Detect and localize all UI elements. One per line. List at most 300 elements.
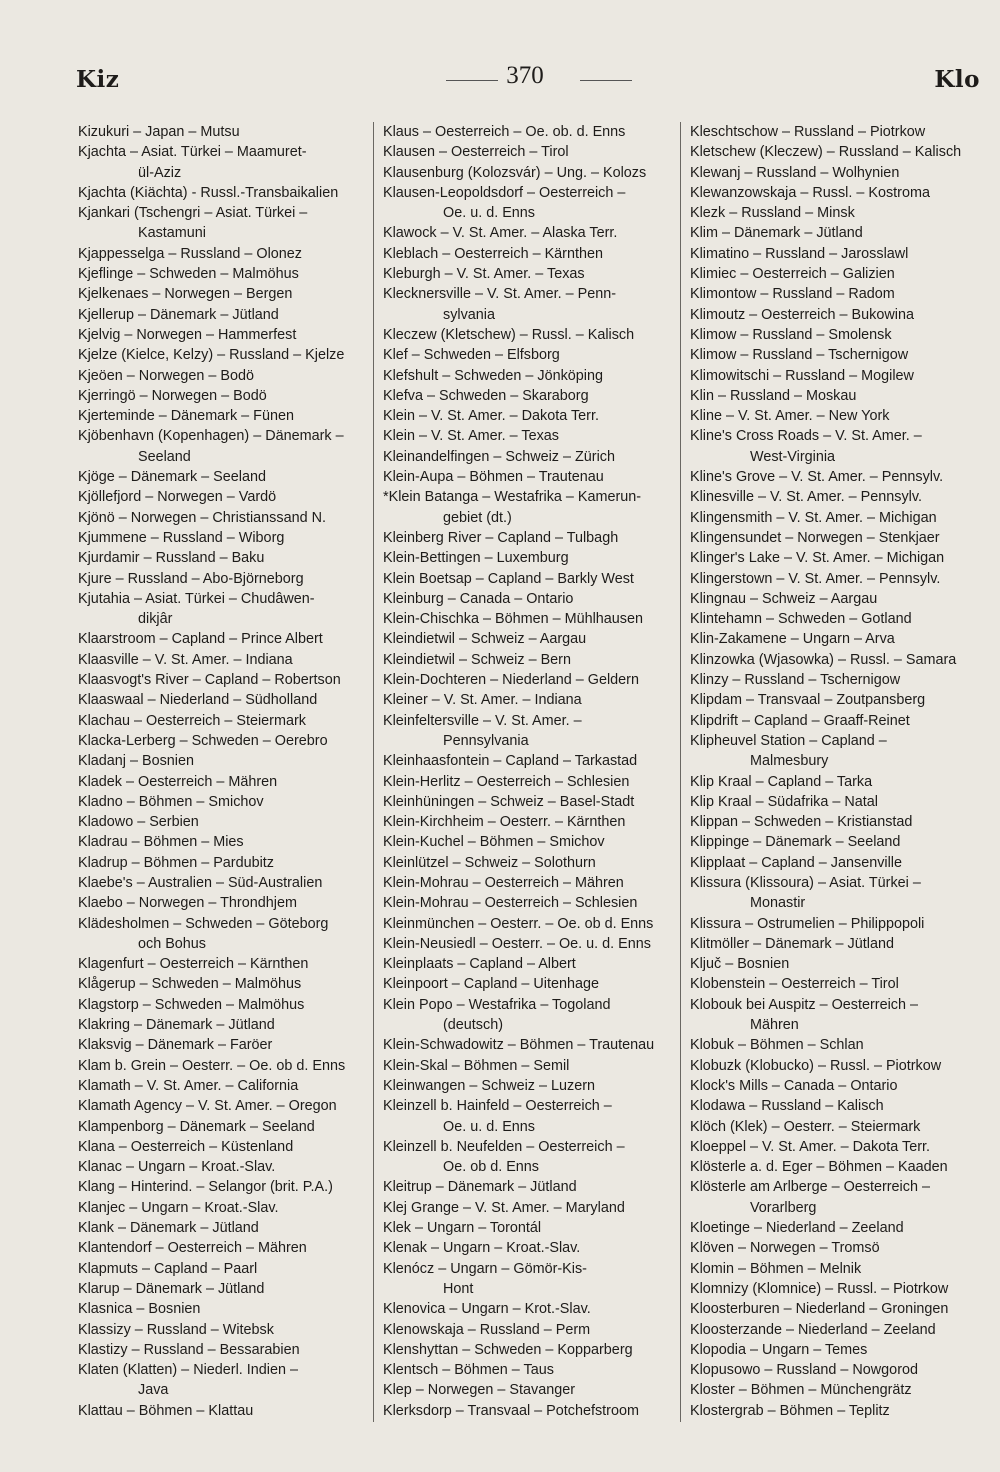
- entry-text: Kleinzell b. Neufelden – Oesterreich –: [383, 1138, 625, 1155]
- gazetteer-entry: [78, 751, 380, 771]
- gazetteer-entry: [78, 366, 380, 386]
- entry-text: Klentsch – Böhmen – Taus: [383, 1362, 554, 1379]
- gazetteer-entry: [78, 1056, 380, 1076]
- entry-text: Kleinberg River – Capland – Tulbagh: [383, 529, 619, 546]
- gazetteer-entry: [383, 1238, 685, 1258]
- entry-text: Klerksdorp – Transvaal – Potchefstroom: [383, 1402, 639, 1419]
- entry-text: Kjöge – Dänemark – Seeland: [78, 469, 266, 486]
- gazetteer-entry: [690, 629, 980, 649]
- entry-text: Kjöllefjord – Norwegen – Vardö: [78, 489, 277, 506]
- gazetteer-entry: [690, 792, 980, 812]
- gazetteer-entry: [690, 406, 980, 426]
- gazetteer-entry: [690, 366, 980, 386]
- gazetteer-entry: [383, 264, 685, 284]
- entry-text: Kleinpoort – Capland – Uitenhage: [383, 976, 600, 993]
- entry-text: Klein Boetsap – Capland – Barkly West: [383, 570, 634, 587]
- entry-text: Ključ – Bosnien: [690, 956, 790, 973]
- entry-text: Klana – Oesterreich – Küstenland: [78, 1138, 294, 1155]
- entry-text: Kline's Cross Roads – V. St. Amer. –: [690, 428, 922, 445]
- gazetteer-entry: [78, 1360, 380, 1401]
- entry-text: Klein – V. St. Amer. – Dakota Terr.: [383, 408, 599, 425]
- gazetteer-entry: [690, 873, 980, 914]
- entry-text: Klampenborg – Dänemark – Seeland: [78, 1118, 315, 1135]
- entry-text: Klein-Skal – Böhmen – Semil: [383, 1057, 570, 1074]
- entry-text: Kleinwangen – Schweiz – Luzern: [383, 1077, 595, 1094]
- entry-continuation: West-Virginia: [750, 448, 836, 465]
- entry-continuation: Malmesbury: [750, 753, 829, 770]
- entry-text: Klock's Mills – Canada – Ontario: [690, 1077, 898, 1094]
- entry-text: Klobuzk (Klobucko) – Russl. – Piotrkow: [690, 1057, 942, 1074]
- entry-text: Klawock – V. St. Amer. – Alaska Terr.: [383, 225, 618, 242]
- entry-text: Klewanj – Russland – Wolhynien: [690, 164, 900, 181]
- entry-text: Klein-Chischka – Böhmen – Mühlhausen: [383, 611, 643, 628]
- entry-text: Klep – Norwegen – Stavanger: [383, 1382, 575, 1399]
- gazetteer-entry: [383, 426, 685, 446]
- gazetteer-entry: [78, 1218, 380, 1238]
- gazetteer-entry: [690, 934, 980, 954]
- gazetteer-entry: [383, 853, 685, 873]
- gazetteer-entry: [383, 1259, 685, 1300]
- entry-continuation: Kastamuni: [138, 225, 206, 242]
- entry-text: Klostergrab – Böhmen – Teplitz: [690, 1402, 890, 1419]
- entry-text: Klein-Kirchheim – Oesterr. – Kärnthen: [383, 814, 626, 831]
- entry-continuation: Mähren: [750, 1017, 799, 1034]
- entry-text: Klaarstroom – Capland – Prince Albert: [78, 631, 323, 648]
- entry-text: Kjure – Russland – Abo-Björneborg: [78, 570, 304, 587]
- gazetteer-entry: [690, 690, 980, 710]
- entry-text: Klimow – Russland – Tschernigow: [690, 347, 909, 364]
- gazetteer-entry: [690, 183, 980, 203]
- gazetteer-entry: [690, 1238, 980, 1258]
- gazetteer-entry: [690, 1076, 980, 1096]
- gazetteer-entry: [78, 974, 380, 994]
- column-divider-2: [680, 122, 681, 1422]
- entry-continuation: Oe. u. d. Enns: [443, 1118, 535, 1135]
- entry-text: Klipdam – Transvaal – Zoutpansberg: [690, 692, 926, 709]
- entry-text: Kleinhüningen – Schweiz – Basel-Stadt: [383, 793, 635, 810]
- entry-text: Kjummene – Russland – Wiborg: [78, 529, 285, 546]
- gazetteer-entry: [78, 1279, 380, 1299]
- entry-text: Kletschew (Kleczew) – Russland – Kalisch: [690, 144, 962, 161]
- entry-text: Klösterle a. d. Eger – Böhmen – Kaaden: [690, 1159, 948, 1176]
- gazetteer-entry: [78, 203, 380, 244]
- entry-text: Klamath Agency – V. St. Amer. – Oregon: [78, 1098, 337, 1115]
- entry-text: Kloetinge – Niederland – Zeeland: [690, 1220, 904, 1237]
- gazetteer-entry: [690, 548, 980, 568]
- entry-text: Klein-Herlitz – Oesterreich – Schlesien: [383, 773, 630, 790]
- entry-text: Klaaswaal – Niederland – Südholland: [78, 692, 318, 709]
- gazetteer-entry: [383, 223, 685, 243]
- gazetteer-entry: [78, 406, 380, 426]
- gazetteer-entry: [690, 203, 980, 223]
- entry-text: Klimontow – Russland – Radom: [690, 286, 895, 303]
- gazetteer-entry: [383, 1035, 685, 1055]
- entry-text: Klecknersville – V. St. Amer. – Penn-: [383, 286, 617, 303]
- entry-column-1: [78, 122, 380, 1421]
- gazetteer-entry: [690, 426, 980, 467]
- header-rule-right: [580, 80, 632, 81]
- entry-text: Kladrup – Böhmen – Pardubitz: [78, 854, 274, 871]
- entry-text: Klip Kraal – Südafrika – Natal: [690, 793, 878, 810]
- gazetteer-entry: [690, 305, 980, 325]
- entry-text: Kleinhaasfontein – Capland – Tarkastad: [383, 753, 638, 770]
- gazetteer-entry: [383, 914, 685, 934]
- gazetteer-entry: [78, 244, 380, 264]
- entry-text: Klomin – Böhmen – Melnik: [690, 1260, 862, 1277]
- gazetteer-entry: [690, 1157, 980, 1177]
- entry-text: Klimow – Russland – Smolensk: [690, 326, 892, 343]
- gazetteer-entry: [690, 122, 980, 142]
- gazetteer-entry: [383, 569, 685, 589]
- gazetteer-entry: [690, 1401, 980, 1421]
- gazetteer-entry: [690, 995, 980, 1036]
- gazetteer-entry: [383, 772, 685, 792]
- entry-continuation: Oe. u. d. Enns: [443, 205, 535, 222]
- entry-text: Kloeppel – V. St. Amer. – Dakota Terr.: [690, 1138, 930, 1155]
- gazetteer-entry: [78, 1015, 380, 1035]
- gazetteer-entry: [383, 447, 685, 467]
- gazetteer-entry: [383, 548, 685, 568]
- entry-text: Klam b. Grein – Oesterr. – Oe. ob d. Enns: [78, 1057, 346, 1074]
- entry-text: Klippan – Schweden – Kristianstad: [690, 814, 913, 831]
- entry-text: Klezk – Russland – Minsk: [690, 205, 855, 222]
- entry-continuation: Oe. ob d. Enns: [443, 1159, 539, 1176]
- header-right-catchword: Klo: [934, 66, 980, 93]
- gazetteer-entry: [383, 670, 685, 690]
- gazetteer-entry: [78, 995, 380, 1015]
- gazetteer-entry: [690, 1056, 980, 1076]
- entry-text: Klenshyttan – Schweden – Kopparberg: [383, 1341, 633, 1358]
- gazetteer-entry: [690, 1360, 980, 1380]
- gazetteer-entry: [383, 1096, 685, 1137]
- gazetteer-entry: [690, 589, 980, 609]
- entry-text: Kjurdamir – Russland – Baku: [78, 550, 265, 567]
- entry-text: Klefva – Schweden – Skaraborg: [383, 387, 589, 404]
- entry-text: *Klein Batanga – Westafrika – Kamerun-: [383, 489, 642, 506]
- entry-text: Klanac – Ungarn – Kroat.-Slav.: [78, 1159, 276, 1176]
- gazetteer-entry: [690, 974, 980, 994]
- gazetteer-entry: [383, 711, 685, 752]
- gazetteer-entry: [78, 1299, 380, 1319]
- gazetteer-entry: [383, 609, 685, 629]
- entry-text: Kloster – Böhmen – Münchengrätz: [690, 1382, 912, 1399]
- entry-column-3: [690, 122, 980, 1421]
- entry-continuation: Vorarlberg: [750, 1199, 817, 1216]
- entry-text: Kleinburg – Canada – Ontario: [383, 590, 574, 607]
- entry-text: Klomnizy (Klomnice) – Russl. – Piotrkow: [690, 1280, 949, 1297]
- entry-text: Klakring – Dänemark – Jütland: [78, 1017, 275, 1034]
- entry-continuation: och Bohus: [138, 935, 207, 952]
- gazetteer-entry: [78, 670, 380, 690]
- entry-text: Klattau – Böhmen – Klattau: [78, 1402, 254, 1419]
- entry-text: Klenak – Ungarn – Kroat.-Slav.: [383, 1240, 581, 1257]
- gazetteer-entry: [383, 974, 685, 994]
- entry-text: Klacka-Lerberg – Schweden – Oerebro: [78, 732, 328, 749]
- gazetteer-entry: [78, 487, 380, 507]
- entry-text: Kjachta – Asiat. Türkei – Maamuret-: [78, 144, 307, 161]
- gazetteer-entry: [78, 650, 380, 670]
- entry-text: Kleinplaats – Capland – Albert: [383, 956, 576, 973]
- gazetteer-entry: [78, 386, 380, 406]
- gazetteer-entry: [78, 122, 380, 142]
- gazetteer-entry: [383, 1137, 685, 1178]
- entry-text: Kjachta (Kiächta) - Russl.-Transbaikalien: [78, 184, 339, 201]
- gazetteer-entry: [383, 122, 685, 142]
- entry-text: Klagstorp – Schweden – Malmöhus: [78, 996, 305, 1013]
- gazetteer-entry: [690, 1279, 980, 1299]
- gazetteer-entry: [383, 812, 685, 832]
- entry-text: Klein-Mohrau – Oesterreich – Mähren: [383, 874, 624, 891]
- entry-text: Klein-Kuchel – Böhmen – Smichov: [383, 834, 605, 851]
- gazetteer-entry: [383, 589, 685, 609]
- gazetteer-entry: [383, 1380, 685, 1400]
- gazetteer-entry: [383, 345, 685, 365]
- entry-text: Klausen-Leopoldsdorf – Oesterreich –: [383, 184, 626, 201]
- gazetteer-entry: [690, 650, 980, 670]
- gazetteer-entry: [383, 163, 685, 183]
- gazetteer-entry: [78, 183, 380, 203]
- gazetteer-entry: [383, 325, 685, 345]
- gazetteer-entry: [690, 1035, 980, 1055]
- gazetteer-entry: [78, 873, 380, 893]
- entry-text: Klingerstown – V. St. Amer. – Pennsylv.: [690, 570, 941, 587]
- gazetteer-entry: [383, 995, 685, 1036]
- entry-text: Klassizy – Russland – Witebsk: [78, 1321, 274, 1338]
- gazetteer-entry: [690, 670, 980, 690]
- gazetteer-entry: [78, 1198, 380, 1218]
- entry-text: Klodawa – Russland – Kalisch: [690, 1098, 884, 1115]
- gazetteer-entry: [690, 244, 980, 264]
- entry-text: Klastizy – Russland – Bessarabien: [78, 1341, 300, 1358]
- entry-text: Klågerup – Schweden – Malmöhus: [78, 976, 302, 993]
- gazetteer-entry: [690, 731, 980, 772]
- entry-text: Kleinfeltersville – V. St. Amer. –: [383, 712, 582, 729]
- entry-continuation: Java: [138, 1382, 169, 1399]
- entry-text: Kjelze (Kielce, Kelzy) – Russland – Kjelze: [78, 347, 345, 364]
- entry-text: Klinesville – V. St. Amer. – Pennsylv.: [690, 489, 922, 506]
- gazetteer-entry: [78, 467, 380, 487]
- entry-text: Klip Kraal – Capland – Tarka: [690, 773, 873, 790]
- gazetteer-entry: [78, 1401, 380, 1421]
- gazetteer-entry: [78, 1157, 380, 1177]
- gazetteer-entry: [690, 142, 980, 162]
- entry-text: Klein-Dochteren – Niederland – Geldern: [383, 672, 639, 689]
- entry-text: Klanjec – Ungarn – Kroat.-Slav.: [78, 1199, 279, 1216]
- entry-text: Klein-Schwadowitz – Böhmen – Trautenau: [383, 1037, 655, 1054]
- gazetteer-entry: [690, 345, 980, 365]
- gazetteer-entry: [78, 792, 380, 812]
- entry-text: Klaus – Oesterreich – Oe. ob. d. Enns: [383, 124, 626, 140]
- entry-text: Klobouk bei Auspitz – Oesterreich –: [690, 996, 918, 1013]
- entry-text: Klein Popo – Westafrika – Togoland: [383, 996, 611, 1013]
- gazetteer-entry: [78, 812, 380, 832]
- entry-text: Klobenstein – Oesterreich – Tirol: [690, 976, 899, 993]
- entry-text: Kjankari (Tschengri – Asiat. Türkei –: [78, 205, 308, 222]
- gazetteer-entry: [383, 1360, 685, 1380]
- gazetteer-entry: [690, 569, 980, 589]
- gazetteer-entry: [690, 386, 980, 406]
- entry-text: Kjönö – Norwegen – Christianssand N.: [78, 509, 326, 526]
- entry-text: Klenowskaja – Russland – Perm: [383, 1321, 591, 1338]
- gazetteer-entry: [383, 650, 685, 670]
- gazetteer-entry: [383, 751, 685, 771]
- gazetteer-entry: [690, 528, 980, 548]
- gazetteer-entry: [690, 853, 980, 873]
- gazetteer-entry: [78, 1320, 380, 1340]
- gazetteer-entry: [383, 183, 685, 224]
- entry-text: Klipplaat – Capland – Jansenville: [690, 854, 903, 871]
- entry-text: Klein-Bettingen – Luxemburg: [383, 550, 569, 567]
- gazetteer-entry: [78, 832, 380, 852]
- page-number: 370: [506, 62, 544, 89]
- gazetteer-entry: [383, 934, 685, 954]
- gazetteer-entry: [78, 954, 380, 974]
- entry-text: Kjöbenhavn (Kopenhagen) – Dänemark –: [78, 428, 344, 445]
- entry-text: Klim – Dänemark – Jütland: [690, 225, 863, 242]
- gazetteer-entry: [78, 1117, 380, 1137]
- entry-text: Klagenfurt – Oesterreich – Kärnthen: [78, 956, 309, 973]
- gazetteer-entry: [690, 954, 980, 974]
- entry-text: Kloosterzande – Niederland – Zeeland: [690, 1321, 936, 1338]
- gazetteer-entry: [383, 690, 685, 710]
- entry-text: Klitmöller – Dänemark – Jütland: [690, 935, 894, 952]
- gazetteer-entry: [383, 832, 685, 852]
- entry-text: Kladno – Böhmen – Smichov: [78, 793, 264, 810]
- entry-text: Klopusowo – Russland – Nowgorod: [690, 1362, 918, 1379]
- entry-text: Klingensundet – Norwegen – Stenkjaer: [690, 529, 940, 546]
- entry-text: Klefshult – Schweden – Jönköping: [383, 367, 604, 384]
- entry-text: Klein-Mohrau – Oesterreich – Schlesien: [383, 895, 638, 912]
- header-left-catchword: Kiz: [76, 66, 120, 93]
- gazetteer-entry: [78, 305, 380, 325]
- entry-text: Klipheuvel Station – Capland –: [690, 732, 887, 749]
- entry-text: Klaasville – V. St. Amer. – Indiana: [78, 651, 293, 668]
- entry-continuation: gebiet (dt.): [443, 509, 512, 526]
- gazetteer-entry: [78, 1340, 380, 1360]
- gazetteer-entry: [78, 629, 380, 649]
- entry-text: Klaebo – Norwegen – Throndhjem: [78, 895, 297, 912]
- page-header: [70, 62, 980, 96]
- entry-text: Kizukuri – Japan – Mutsu: [78, 124, 240, 140]
- entry-text: Klenovica – Ungarn – Krot.-Slav.: [383, 1301, 591, 1318]
- gazetteer-entry: [690, 609, 980, 629]
- entry-text: Klissura – Ostrumelien – Philippopoli: [690, 915, 925, 932]
- gazetteer-entry: [383, 467, 685, 487]
- gazetteer-entry: [78, 426, 380, 467]
- entry-text: Klamath – V. St. Amer. – California: [78, 1077, 299, 1094]
- gazetteer-entry: [78, 264, 380, 284]
- entry-text: Klobuk – Böhmen – Schlan: [690, 1037, 864, 1054]
- entry-text: Klank – Dänemark – Jütland: [78, 1220, 259, 1237]
- entry-continuation: ül-Aziz: [138, 164, 182, 181]
- gazetteer-entry: [690, 163, 980, 183]
- entry-text: Kleindietwil – Schweiz – Aargau: [383, 631, 587, 648]
- gazetteer-entry: [383, 1320, 685, 1340]
- entry-text: Kjeflinge – Schweden – Malmöhus: [78, 266, 299, 283]
- entry-text: Klek – Ungarn – Torontál: [383, 1220, 542, 1237]
- gazetteer-entry: [690, 1299, 980, 1319]
- gazetteer-entry: [383, 1340, 685, 1360]
- gazetteer-entry: [690, 914, 980, 934]
- gazetteer-entry: [383, 406, 685, 426]
- entry-text: Klimiec – Oesterreich – Galizien: [690, 266, 895, 283]
- entry-text: Kjeöen – Norwegen – Bodö: [78, 367, 255, 384]
- gazetteer-entry: [78, 914, 380, 955]
- gazetteer-entry: [78, 325, 380, 345]
- entry-text: Klapmuts – Capland – Paarl: [78, 1260, 258, 1277]
- entry-text: Kloosterburen – Niederland – Groningen: [690, 1301, 949, 1318]
- entry-text: Kleinzell b. Hainfeld – Oesterreich –: [383, 1098, 612, 1115]
- gazetteer-entry: [690, 772, 980, 792]
- entry-text: Kjappesselga – Russland – Olonez: [78, 245, 302, 262]
- gazetteer-entry: [690, 508, 980, 528]
- entry-text: Kjellerup – Dänemark – Jütland: [78, 306, 279, 323]
- gazetteer-entry: [383, 1056, 685, 1076]
- entry-text: Kjutahia – Asiat. Türkei – Chudâwen-: [78, 590, 315, 607]
- gazetteer-entry: [690, 1259, 980, 1279]
- entry-text: Kladanj – Bosnien: [78, 753, 195, 770]
- column-divider-1: [373, 122, 374, 1422]
- entry-text: Klachau – Oesterreich – Steiermark: [78, 712, 306, 729]
- entry-text: Klausen – Oesterreich – Tirol: [383, 144, 569, 161]
- entry-text: Klingnau – Schweiz – Aargau: [690, 590, 878, 607]
- gazetteer-entry: [690, 223, 980, 243]
- gazetteer-entry: [690, 812, 980, 832]
- entry-text: Kladowo – Serbien: [78, 814, 199, 831]
- entry-text: Kline – V. St. Amer. – New York: [690, 408, 890, 425]
- entry-text: Klaten (Klatten) – Niederl. Indien –: [78, 1362, 298, 1379]
- entry-text: Kjerringö – Norwegen – Bodö: [78, 387, 267, 404]
- gazetteer-entry: [690, 832, 980, 852]
- entry-text: Klissura (Klissoura) – Asiat. Türkei –: [690, 874, 921, 891]
- gazetteer-entry: [690, 1320, 980, 1340]
- gazetteer-entry: [690, 1117, 980, 1137]
- gazetteer-entry: [78, 1259, 380, 1279]
- gazetteer-entry: [78, 284, 380, 304]
- gazetteer-entry: [78, 528, 380, 548]
- entry-continuation: Hont: [443, 1280, 474, 1297]
- gazetteer-entry: [383, 366, 685, 386]
- entry-text: Kline's Grove – V. St. Amer. – Pennsylv.: [690, 469, 944, 486]
- entry-text: Kleitrup – Dänemark – Jütland: [383, 1179, 577, 1196]
- entry-text: Klaksvig – Dänemark – Faröer: [78, 1037, 273, 1054]
- entry-text: Klenócz – Ungarn – Gömör-Kis-: [383, 1260, 587, 1277]
- gazetteer-entry: [78, 548, 380, 568]
- gazetteer-entry: [78, 731, 380, 751]
- gazetteer-entry: [78, 1035, 380, 1055]
- entry-text: Kladrau – Böhmen – Mies: [78, 834, 244, 851]
- gazetteer-entry: [383, 629, 685, 649]
- entry-text: Kleburgh – V. St. Amer. – Texas: [383, 266, 585, 283]
- entry-continuation: Seeland: [138, 448, 191, 465]
- entry-text: Klipdrift – Capland – Graaff-Reinet: [690, 712, 910, 729]
- entry-text: Klimoutz – Oesterreich – Bukowina: [690, 306, 914, 323]
- gazetteer-entry: [78, 711, 380, 731]
- entry-text: Klef – Schweden – Elfsborg: [383, 347, 560, 364]
- entry-text: Kjelvig – Norwegen – Hammerfest: [78, 326, 297, 343]
- entry-text: Klin – Russland – Moskau: [690, 387, 857, 404]
- entry-text: Klausenburg (Kolozsvár) – Ung. – Kolozs: [383, 164, 647, 181]
- gazetteer-entry: [383, 873, 685, 893]
- entry-text: Klippinge – Dänemark – Seeland: [690, 834, 901, 851]
- entry-text: Kjerteminde – Dänemark – Fünen: [78, 408, 294, 425]
- gazetteer-entry: [383, 386, 685, 406]
- entry-text: Klimowitschi – Russland – Mogilew: [690, 367, 914, 384]
- entry-text: Klej Grange – V. St. Amer. – Maryland: [383, 1199, 625, 1216]
- gazetteer-entry: [78, 569, 380, 589]
- gazetteer-entry: [78, 589, 380, 630]
- gazetteer-entry: [383, 1076, 685, 1096]
